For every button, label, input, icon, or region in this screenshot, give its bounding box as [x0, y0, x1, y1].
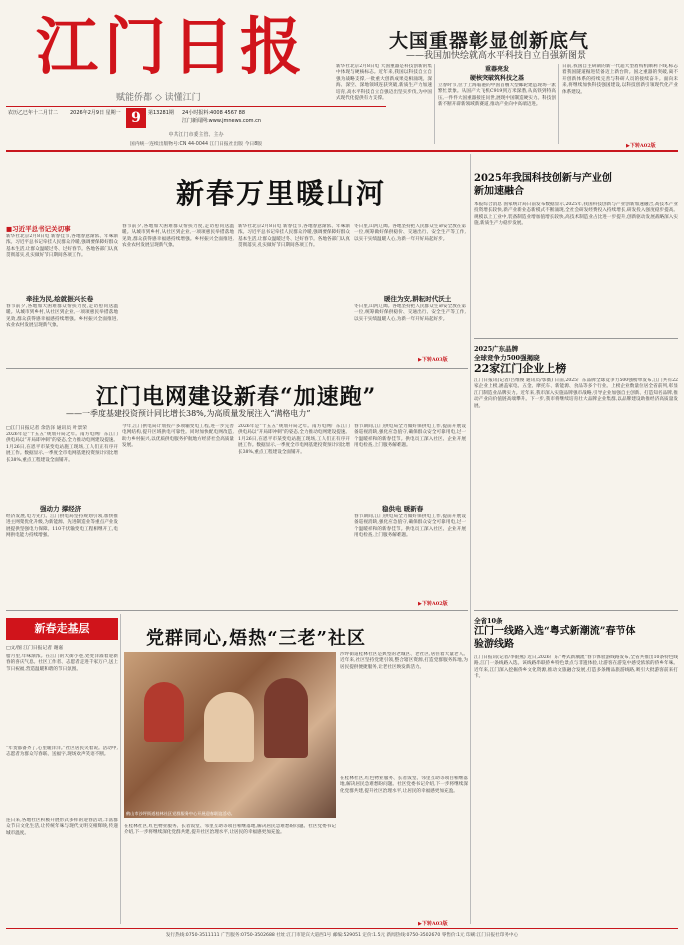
grid-sub1: 强动力 撑经济 [40, 505, 82, 513]
newspaper-logo: 江门日报 [36, 10, 309, 83]
community-turn[interactable]: ▶下转A03版 [418, 921, 448, 927]
section-rule [6, 150, 678, 152]
rail-body: 江门日报讯(记者/李银燕) 近日,2026广东“粤式新潮流”春节体验游线路发布,全省共推出10条特色线路,江门一条线路入选。该线路串联侨乡特色景点与非遗体验,让游客在游览中感受浓浓的侨乡年味。近年来,江门深入挖掘侨乡文化资源,推动文旅融合发展,打造多条精品旅游线路,吸引大批游客前来打卡。 [474, 655, 678, 680]
grid-p1: 2026年是“十五五”规划开局之年。南方电网广东江门供电局以“开局即冲刺”的姿态,全力推动电网建设提速。1月26日,在恩平市某变电站施工现场,工人们正有序开展工作。数据显示,一季度全市电网基建投资预计同比增长38%,重点工程建设全面铺开。 [6, 432, 118, 463]
publisher: 中共江门市委主管、主办 [168, 132, 224, 138]
photo-figure [264, 678, 308, 758]
spring-para-mid: 春节前夕,各地加大困难群众帮扶力度,走访慰问送温暖。从城市到乡村,从社区到企业,一项项惠民举措落地见效,群众获得感幸福感持续增强。乡村振兴全面推进,农业农村发展呈现新气象。 [122, 224, 234, 249]
festival-p1: 腊月里,年味渐浓。在江门的大街小巷,处处洋溢着迎新春的喜庆气息。社区工作者、志愿者走进千家万户,送上节日祝福,营造温暖和谐的节日氛围。 [6, 654, 118, 672]
lead-title: 大国重器彰显创新底气 [389, 30, 590, 52]
newspaper-page [6, 4, 678, 941]
lead-subtitle: ——我国加快绘就高水平科技自立自强新图景 [406, 51, 587, 61]
story-rule [6, 610, 468, 611]
community-p2b: 在桂林社区,红色物业服务、长者饭堂、邻里互助等项目相继落地,解决居民急难愁盼问题。社区党委书记介绍,下一步将继续深化党群共建,提升社区治理水平,让居民的幸福感更加充盈。 [124, 824, 336, 836]
spring-sub2: 暖往为安,耕耘时代沃土 [384, 295, 452, 303]
grid-title: 江门电网建设新春“加速跑” [96, 384, 377, 410]
grid-p2: 经济发展,电力先行。江门供电局坚持规划引领,加快推进主网架优化升级,为新能源、先进制造业等重点产业发展提供坚强电力保障。110千伏输变电工程相继开工,电网供电能力持续增强。 [6, 514, 118, 539]
publication-number: 国内统一连续出版物号:CN 44-0044 江门日报社出版 今日8版 [129, 142, 263, 147]
grid-p3: 今年,江门供电局计划投产多项输变电工程,进一步完善电网结构,提升区域供电可靠性。同时加快配电网改造,助力乡村振兴,以优质供电服务护航地方经济社会高质量发展。 [122, 424, 234, 449]
gregorian-date: 2026年2月9日 星期一 [70, 110, 121, 116]
grid-byline: □江门日报记者 余浩泽 通讯员 叶景荣 [6, 426, 88, 431]
lunar-date: 农历乙巳年十二月廿二 [8, 110, 59, 116]
sidebar-rule [474, 610, 678, 611]
column-divider [120, 614, 121, 924]
guangdong-kicker: 2025广东品牌 [474, 345, 519, 353]
grid-turn[interactable]: ▶下转A02版 [418, 601, 448, 607]
lead-col3: 日前,我国自主研制的新一代超大型盾构机顺利下线,标志着我国隧道掘进装备迈上新台阶。国之重器的突破,离不开创新体系的持续完善与科研人员的接续奋斗。面向未来,将继续加快科技强国建设,以科技创新引领现代化产业体系建设。 [562, 64, 678, 95]
lead-col2-body: 立春时节,位于上海临港的中国首艘大型邮轮建造现场一派繁忙景象。从国产大飞机C919到万米深潜,从高铁到特高压,一件件大国重器接连问世,展现中国制造硬实力。科技创新不断开辟新领域新赛道,推动产业向中高端迈进。 [438, 83, 556, 108]
footer-rule [6, 928, 678, 929]
guangdong-body: 江门日报讯(记者/吕维俊 通讯员/鄂薇) 日前,2025广东品牌全球竞争力500强榜单发布,江门共有22家企业上榜,涵盖家电、五金、摩托车、新能源、食品等多个行业。上榜企业数量位居全省前列,彰显江门制造业品牌实力。近年来,我市深入实施品牌强市战略,引导企业加强自主创新、打造知名品牌,推动产业向价值链高端攀升。下一步,我市将继续培育壮大品牌企业集群,以品牌建设助推经济高质量发展。 [474, 378, 678, 409]
column-divider [434, 64, 435, 144]
serial-number: 第13281期 [148, 110, 174, 116]
community-p1: 沙坪街道桂林社区是典型的老城区、老社区,居住着大量老人。近年来,社区坚持党建引领,整合辖区资源,打造党群服务阵地,为居民提供便捷服务,让老社区焕发新活力。 [340, 652, 468, 670]
spring-tag: ■习近平总书记关切事 [6, 225, 71, 233]
grid-subtitle: ——一季度基建投资预计同比增长38%,为高质量发展注入“满格电力” [66, 409, 311, 418]
spring-title: 新春万里暖山河 [176, 177, 387, 210]
grid-sub2: 稳供电 暖新春 [382, 505, 424, 513]
spring-para1: 新华社北京2月8日电 新春佳节,各地春意渐浓、年味渐浓。习近平总书记牵挂人民群众冷暖,强调要保障好群众基本生活,让群众温暖过冬、过好春节。各地各部门认真贯彻落实,扎实做好节日期间各项工作。 [6, 234, 118, 259]
spring-sub1: 牵挂为民,绘就振兴长卷 [26, 295, 94, 303]
lead-col1: 新华社北京2月8日电 大国重器是科技创新的集中体现与硬核标志。近年来,我国以科技自立自强为战略支撑,一批重大创新成果竞相涌现。深海、深空、深地领域连获突破,新质生产力加速培育,高水平科技自立自强迈出坚实步伐,为中国式现代化提供有力支撑。 [336, 64, 432, 102]
sidebar-divider [470, 154, 471, 924]
slogan: 赋能侨都 ◇ 读懂江门 [116, 93, 201, 103]
guangdong-title: 22家江门企业上榜 [474, 362, 567, 375]
website[interactable]: 江门新闻网:www.jmnews.com.cn [182, 118, 262, 124]
festival-p2: “年货都备齐了,心里暖洋洋。”社区居民笑着说。活动中,志愿者为群众写春联、送福字,现场欢声笑语不断。 [6, 746, 118, 758]
lead-col2 [438, 64, 556, 144]
guangdong-box [474, 344, 678, 618]
spring-para3: 冬日里,山河辽阔。各地坚持把人民群众生命安全放在第一位,统筹做好保供稳价、交通出行、安全生产等工作,以实干实绩温暖人心,为新一年开好局起好步。 [354, 224, 466, 242]
spring-para-mid2: 新华社北京2月8日电 新春佳节,各地春意渐浓、年味渐浓。习近平总书记牵挂人民群众冷暖,强调要保障好群众基本生活,让群众温暖过冬、过好春节。各地各部门认真贯彻落实,扎实做好节日期间各项工作。 [238, 224, 350, 249]
community-caption: 鹤山市沙坪街道桂林社区党群服务中心开展迎春联谊活动。 [126, 810, 235, 816]
rail-box [474, 616, 678, 925]
issue-badge: 9 [126, 108, 146, 128]
lead-col2-sub: 硬核突破筑科技之基 [469, 75, 524, 82]
lead-col2-head: 重器亮发 [484, 66, 509, 73]
lead-turn[interactable]: ▶下转A02版 [626, 143, 656, 149]
festival-tag: 新春走基层 [6, 618, 118, 640]
photo-figure [144, 682, 184, 742]
masthead [6, 4, 678, 150]
spring-para2: 春节前夕,各地加大困难群众帮扶力度,走访慰问送温暖。从城市到乡村,从社区到企业,一项项惠民举措落地见效,群众获得感幸福感持续增强。乡村振兴全面推进,农业农村发展呈现新气象。 [6, 304, 118, 329]
guangdong-kicker2: 全球竞争力500强揭晓 [474, 354, 540, 362]
hotline: 24小时报料:4008 4567 88 [182, 110, 246, 116]
tech-title: 2025年我国科技创新与产业创新加速融合 [474, 173, 612, 197]
sidebar-rule [474, 338, 678, 339]
festival-p3: 连日来,各地社区积极开展形式多样的迎春活动,丰富群众节日文化生活,让传统年味与现代文明交相辉映,传递城市温度。 [6, 818, 118, 836]
spring-turn[interactable]: ▶下转A03版 [418, 357, 448, 363]
community-title: 党群同心,焐热“三老”社区 [146, 628, 366, 649]
festival-byline: □文/图 江门日报记者 谢嘉 [6, 646, 64, 651]
grid-p1b: 2026年是“十五五”规划开局之年。南方电网广东江门供电局以“开局即冲刺”的姿态,全力推动电网建设提速。1月26日,在恩平市某变电站施工现场,工人们正有序开展工作。数据显示,一季度全市电网基建投资预计同比增长38%,重点工程建设全面铺开。 [238, 424, 350, 455]
footer: 发行热线:0750-3511111 广告服务:0750-3502688 社址:江门市迎宾大道西1号 邮编:529051 定价:1.5元 新闻热线:0750-3502670 零售价:1元 印刷:江门日报社印务中心 [165, 933, 519, 938]
tech-body: 本报综合消息 国家统计局日前发布数据显示,2025年,我国科技创新与产业创新加速融合,高技术产业投资增长较快,新产业新业态新模式不断涌现,全社会研发经费投入持续增长,研发投入强度稳步提高。规模以上工业中,装备制造业增加值增长较快,高技术制造业占比进一步提升,创新驱动发展战略深入实施,新质生产力稳步发展。 [474, 202, 678, 227]
rail-kicker: 全省10条 [474, 617, 503, 625]
grid-p4b: 春节期间,江门供电局全力做好保供电工作,提前开展设备巡视消缺,强化应急值守,确保群众安全可靠用电,过一个温暖祥和的新春佳节。供电员工深入社区、企业开展用电检查,上门服务解难题。 [354, 514, 466, 539]
grid-p4: 春节期间,江门供电局全力做好保供电工作,提前开展设备巡视消缺,强化应急值守,确保群众安全可靠用电,过一个温暖祥和的新春佳节。供电员工深入社区、企业开展用电检查,上门服务解难题。 [354, 424, 466, 449]
date-bar [6, 108, 386, 130]
story-rule [6, 368, 468, 369]
community-photo [124, 652, 336, 818]
column-divider [558, 64, 559, 144]
rail-title: 江门一线路入选“粤式新潮流”春节体验游线路 [474, 626, 636, 650]
community-p2: 在桂林社区,红色物业服务、长者饭堂、邻里互助等项目相继落地,解决居民急难愁盼问题。社区党委书记介绍,下一步将继续深化党群共建,提升社区治理水平,让居民的幸福感更加充盈。 [340, 776, 468, 794]
masthead-rule [6, 106, 386, 107]
photo-figure [204, 692, 254, 762]
tech-box [474, 172, 678, 324]
spring-para3b: 冬日里,山河辽阔。各地坚持把人民群众生命安全放在第一位,统筹做好保供稳价、交通出行、安全生产等工作,以实干实绩温暖人心,为新一年开好局起好步。 [354, 304, 466, 322]
